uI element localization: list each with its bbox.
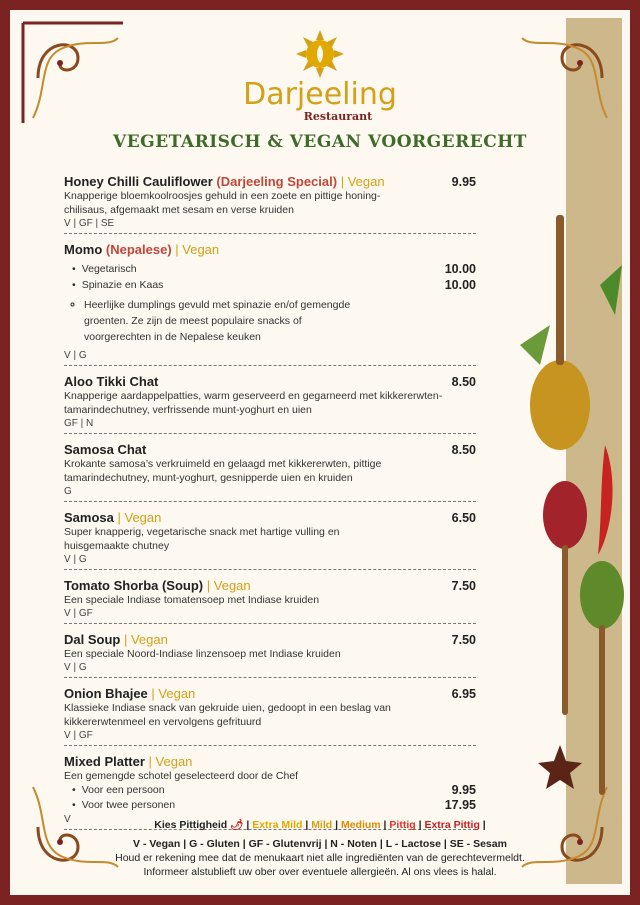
item-description: Krokante samosa’s verkruimeld en gelaagd met kikkererwten, pittige tamarindechutney, munt-yoghurt, gesnipperde uien en kruiden	[64, 458, 382, 484]
item-options	[64, 261, 476, 293]
item-title: Honey Chilli Cauliflower (Darjeeling Special) | Vegan	[64, 174, 385, 189]
menu-item-tomato-shorba	[64, 576, 476, 624]
item-price: 8.50	[451, 375, 476, 389]
item-title: Momo (Nepalese) | Vegan	[64, 242, 220, 257]
item-codes: G	[64, 486, 72, 497]
option-row: Voor twee personen 17.95	[81, 798, 476, 812]
item-price: 6.50	[451, 511, 476, 525]
spices-illustration	[510, 205, 630, 805]
item-description: Knapperige aardappelpatties, warm geserveerd en gegarneerd met kikkererwten-tamarindechutney, verfrissende munt-yoghurt en uien	[64, 390, 443, 416]
menu-item-samosa-chat	[64, 440, 476, 502]
ornament-top-right	[512, 18, 622, 128]
allergen-legend: V - Vegan | G - Gluten | GF - Glutenvrij | N - Noten | L - Lactose | SE - Sesam	[133, 838, 507, 850]
menu-item-aloo-tikki	[64, 372, 476, 434]
item-title: Dal Soup | Vegan	[64, 632, 168, 647]
item-options	[64, 783, 476, 813]
item-description: Een gemengde schotel geselecteerd door de Chef	[64, 770, 299, 782]
chili-icon: 🌶	[230, 819, 244, 831]
item-description: Een speciale Noord-Indiase linzensoep met Indiase kruiden	[64, 648, 341, 660]
item-codes: V | G	[64, 554, 87, 565]
item-description: Een speciale Indiase tomatensoep met Indiase kruiden	[64, 594, 320, 606]
menu-item-momo	[64, 240, 476, 366]
menu-item-dal-soup	[64, 630, 476, 678]
item-codes: V | G	[64, 350, 87, 361]
menu-page	[10, 10, 630, 895]
item-codes: V | GF	[64, 608, 93, 619]
item-sub-description: ◦ Heerlijke dumplings gevuld met spinazie en/of gemengde groenten. Ze zijn de meest populaire snacks of voorgerechten in de Nepalese keuken	[64, 297, 354, 345]
item-price: 7.50	[451, 579, 476, 593]
menu-item-onion-bhajee	[64, 684, 476, 746]
item-title: Aloo Tikki Chat	[64, 374, 159, 389]
item-price: 6.95	[451, 687, 476, 701]
item-codes: V | GF	[64, 730, 93, 741]
item-title: Samosa Chat	[64, 442, 147, 457]
item-codes: V | G	[64, 662, 87, 673]
option-row: Voor een persoon 9.95	[81, 783, 476, 797]
item-price: 9.95	[451, 175, 476, 189]
spice-levels: Kies Pittigheid 🌶 | Extra Mild | Mild | Medium | Pittig | Extra Pittig |	[154, 819, 486, 831]
item-title: Mixed Platter | Vegan	[64, 754, 193, 769]
section-heading: VEGETARISCH & VEGAN VOORGERECHT	[113, 132, 527, 152]
item-codes: V	[64, 814, 71, 825]
item-description: Super knapperig, vegetarische snack met hartige vulling en huisgemaakte chutney	[64, 526, 340, 552]
item-title: Samosa | Vegan	[64, 510, 162, 525]
footer-note: Houd er rekening mee dat de menukaart niet alle ingrediënten van de gerechtevermeldt.	[115, 852, 525, 864]
menu-item-samosa	[64, 508, 476, 570]
logo-wordmark: Darjeeling	[243, 77, 397, 112]
item-price: 7.50	[451, 633, 476, 647]
ornament-top-left	[18, 18, 128, 128]
footer-note: Informeer alstublieft uw ober over eventuele allergieën. Al ons vlees is halal.	[143, 866, 497, 878]
menu-item-honey-chilli	[64, 172, 476, 234]
item-description: Knapperige bloemkoolroosjes gehuld in een zoete en pittige honing-chilisaus, afgemaakt met sesam en verse kruiden	[64, 190, 381, 216]
item-description: Klassieke Indiase snack van gekruide uien, gedoopt in een beslag van kikkererwtenmeel en vervolgens gefrituurd	[64, 702, 391, 728]
item-price: 8.50	[451, 443, 476, 457]
footer	[40, 818, 600, 879]
item-codes: GF | N	[64, 418, 94, 429]
item-title: Onion Bhajee | Vegan	[64, 686, 196, 701]
menu-list	[64, 172, 476, 836]
item-title: Tomato Shorba (Soup) | Vegan	[64, 578, 251, 593]
item-codes: V | GF | SE	[64, 218, 115, 229]
restaurant-logo	[240, 28, 400, 133]
option-row: Vegetarisch 10.00	[81, 262, 476, 276]
option-row: Spinazie en Kaas 10.00	[81, 278, 476, 292]
logo-subtitle: Restaurant	[303, 110, 373, 123]
